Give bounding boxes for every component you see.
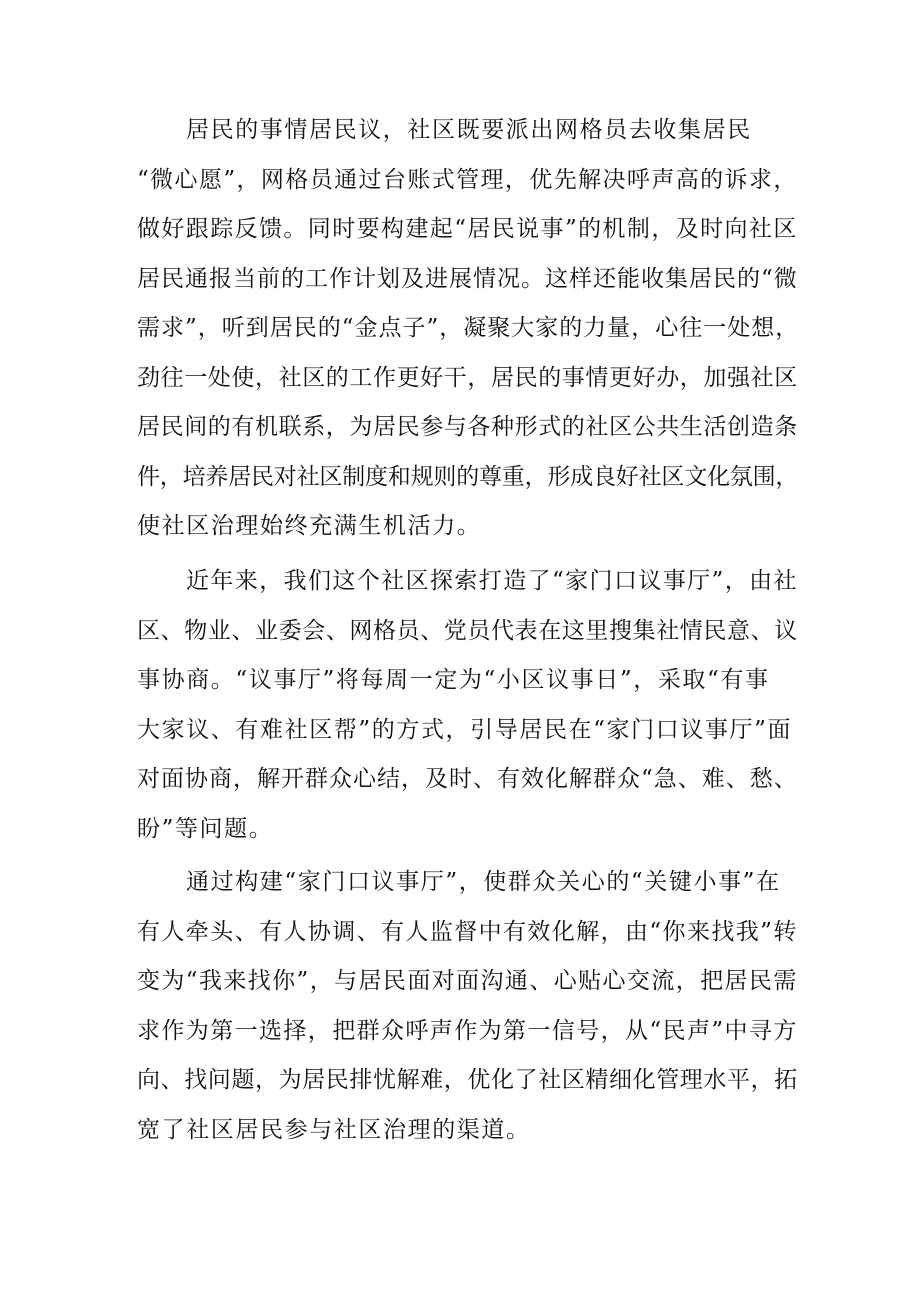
line-text: 区、物业、业委会、网格员、党员代表在这里搜集社情民意、议 xyxy=(137,618,798,644)
line-text: 件，培养居民对社区制度和规则的尊重，形成良好社区文化氛围， xyxy=(137,464,799,490)
line-text: 需求”，听到居民的“金点子”，凝聚大家的力量，心往一处想， xyxy=(137,315,800,341)
text-line xyxy=(0,1063,920,1097)
line-text: 盼”等问题。 xyxy=(137,816,274,842)
line-text: 有人牵头、有人协调、有人监督中有效化解，由“你来找我”转 xyxy=(137,919,798,945)
line-text: 使社区治理始终充满生机活力。 xyxy=(137,513,482,539)
text-line xyxy=(0,361,920,395)
text-line xyxy=(0,262,920,296)
text-line xyxy=(0,614,920,648)
line-text: 近年来，我们这个社区探索打造了“家门口议事厅”，由社 xyxy=(186,568,798,594)
text-line xyxy=(0,460,920,494)
line-text: 对面协商，解开群众心结，及时、有效化解群众“急、难、愁、 xyxy=(137,766,798,792)
text-line xyxy=(0,1113,920,1147)
line-text: 通过构建“家门口议事厅”，使群众关心的“关键小事”在 xyxy=(186,869,781,895)
text-line xyxy=(0,865,920,899)
text-line xyxy=(0,1014,920,1048)
text-line xyxy=(0,564,920,598)
text-line xyxy=(0,212,920,246)
line-text: 居民的事情居民议，社区既要派出网格员去收集居民 xyxy=(186,117,752,143)
line-text: 变为“我来找你”，与居民面对面沟通、心贴心交流，把居民需 xyxy=(137,968,798,994)
text-line xyxy=(0,762,920,796)
line-text: “微心愿”，网格员通过台账式管理，优先解决呼声高的诉求， xyxy=(137,167,798,193)
text-line xyxy=(0,915,920,949)
text-line xyxy=(0,964,920,998)
text-line xyxy=(0,113,920,147)
line-text: 求作为第一选择，把群众呼声作为第一信号，从“民声”中寻方 xyxy=(137,1018,798,1044)
line-text: 事协商。“议事厅”将每周一定为“小区议事日”，采取“有事 xyxy=(137,667,770,693)
line-text: 做好跟踪反馈。同时要构建起“居民说事”的机制，及时向社区 xyxy=(137,216,798,242)
line-text: 大家议、有难社区帮”的方式，引导居民在“家门口议事厅”面 xyxy=(137,717,793,743)
line-text: 宽了社区居民参与社区治理的渠道。 xyxy=(137,1117,531,1143)
text-line xyxy=(0,410,920,444)
line-text: 居民间的有机联系，为居民参与各种形式的社区公共生活创造条 xyxy=(137,414,798,440)
text-line xyxy=(0,163,920,197)
text-line xyxy=(0,311,920,345)
text-line xyxy=(0,663,920,697)
line-text: 向、找问题，为居民排忧解难，优化了社区精细化管理水平，拓 xyxy=(137,1067,798,1093)
line-text: 劲往一处使，社区的工作更好干，居民的事情更好办，加强社区 xyxy=(137,365,798,391)
text-line xyxy=(0,812,920,846)
text-line xyxy=(0,713,920,747)
text-line xyxy=(0,509,920,543)
line-text: 居民通报当前的工作计划及进展情况。这样还能收集居民的“微 xyxy=(137,266,798,292)
